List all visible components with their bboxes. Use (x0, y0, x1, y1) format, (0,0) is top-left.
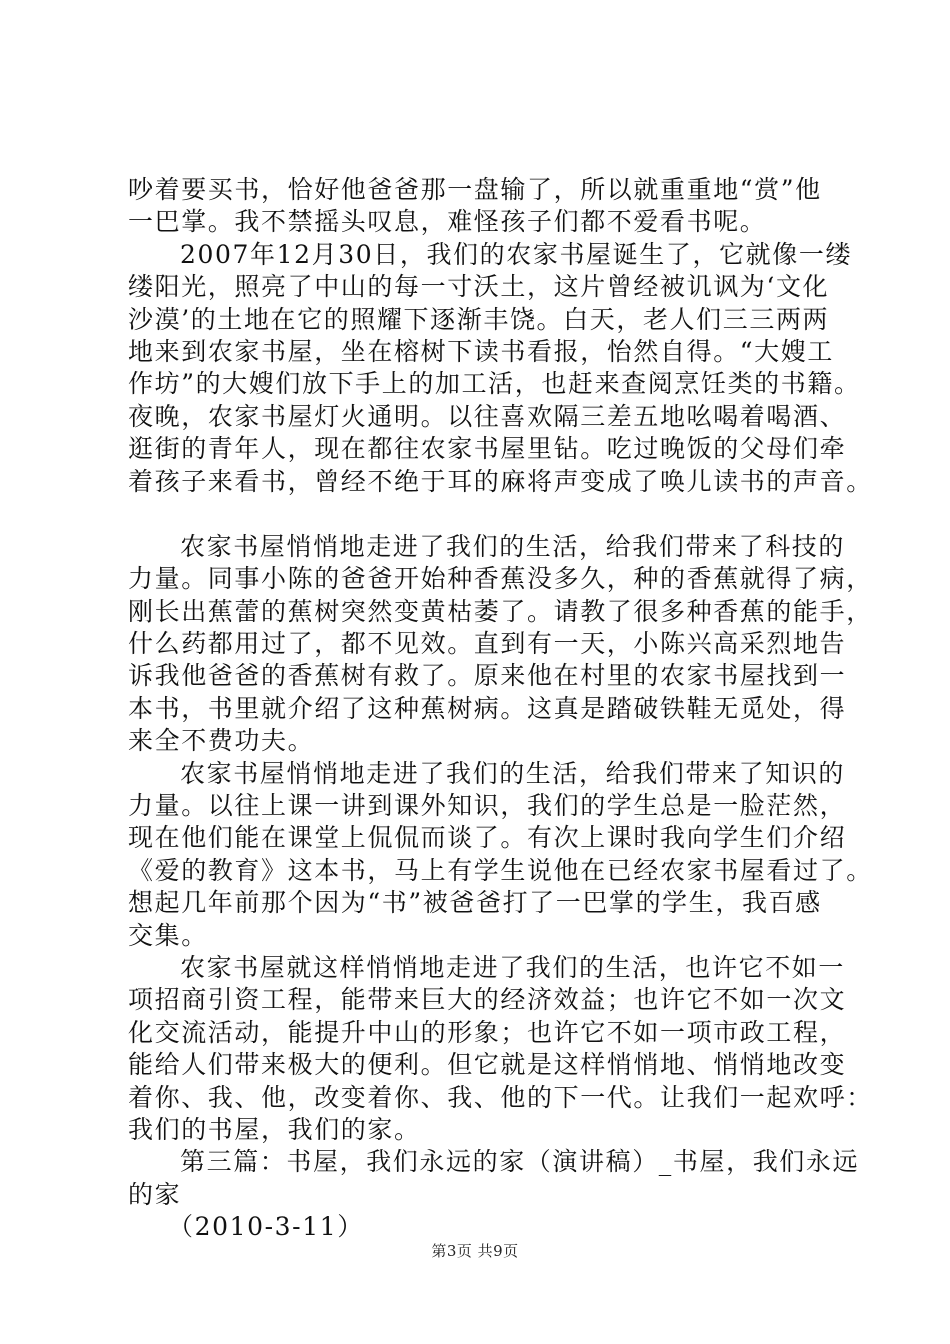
text-line: 项招商引资工程，能带来巨大的经济效益；也许它不如一次文 (128, 985, 847, 1015)
text-line: 力量。同事小陈的爸爸开始种香蕉没多久，种的香蕉就得了病， (128, 564, 873, 594)
section-heading: 第三篇：书屋，我们永远的家（演讲稿）_书屋，我们永远 (180, 1147, 860, 1177)
text-line: 交集。 (128, 920, 208, 950)
text-line: 化交流活动，能提升中山的形象；也许它不如一项市政工程， (128, 1017, 847, 1047)
text-line: 刚长出蕉蕾的蕉树突然变黄枯萎了。请教了很多种香蕉的能手， (128, 596, 873, 626)
text-line: 着孩子来看书，曾经不绝于耳的麻将声变成了唤儿读书的声音。 (128, 466, 873, 496)
text-line: 想起几年前那个因为“书”被爸爸打了一巴掌的学生，我百感 (128, 888, 822, 918)
text-line: 来全不费功夫。 (128, 726, 315, 756)
section-heading-continued: 的家 (128, 1179, 182, 1209)
paragraph-start: 农家书屋悄悄地走进了我们的生活，给我们带来了知识的 (180, 758, 846, 788)
paragraph-start: 农家书屋悄悄地走进了我们的生活，给我们带来了科技的 (180, 531, 846, 561)
paragraph-start: 2007年12月30日，我们的农家书屋诞生了，它就像一缕 (180, 239, 853, 269)
text-line: 现在他们能在课堂上侃侃而谈了。有次上课时我向学生们介绍 (128, 823, 847, 853)
text-line: 一巴掌。我不禁摇头叹息，难怪孩子们都不爱看书呢。 (128, 207, 767, 237)
text-line: 本书，书里就介绍了这种蕉树病。这真是踏破铁鞋无觅处，得 (128, 693, 847, 723)
text-line: 逛街的青年人，现在都往农家书屋里钻。吃过晚饭的父母们牵 (128, 434, 847, 464)
date-line: （2010-3-11） (168, 1212, 364, 1242)
text-line: 吵着要买书，恰好他爸爸那一盘输了，所以就重重地“赏”他 (128, 175, 822, 204)
text-line: 什么药都用过了，都不见效。直到有一天，小陈兴高采烈地告 (128, 629, 847, 659)
text-line: 着你、我、他，改变着你、我、他的下一代。让我们一起欢呼： (128, 1082, 873, 1112)
text-line: 沙漠’的土地在它的照耀下逐渐丰饶。白天，老人们三三两两 (128, 304, 830, 334)
text-line: 夜晚，农家书屋灯火通明。以往喜欢隔三差五地吆喝着喝酒、 (128, 401, 847, 431)
text-line: 能给人们带来极大的便利。但它就是这样悄悄地、悄悄地改变 (128, 1050, 847, 1080)
text-line: 地来到农家书屋，坐在榕树下读书看报，怡然自得。“大嫂工 (128, 336, 834, 366)
text-line: 缕阳光，照亮了中山的每一寸沃土，这片曾经被讥讽为‘文化 (128, 272, 830, 302)
text-line: 诉我他爸爸的香蕉树有救了。原来他在村里的农家书屋找到一 (128, 661, 847, 691)
document-body (128, 174, 873, 1244)
text-line: 我们的书屋，我们的家。 (128, 1114, 421, 1144)
text-line: 《爱的教育》这本书，马上有学生说他在已经农家书屋看过了。 (128, 855, 873, 885)
paragraph-start: 农家书屋就这样悄悄地走进了我们的生活，也许它不如一 (180, 952, 846, 982)
text-line: 作坊”的大嫂们放下手上的加工活，也赶来查阅烹饪类的书籍。 (128, 369, 861, 399)
page-footer: 第3页 共9页 (431, 1242, 519, 1260)
paragraph-gap (128, 498, 838, 531)
text-line: 力量。以往上课一讲到课外知识，我们的学生总是一脸茫然， (128, 791, 847, 821)
